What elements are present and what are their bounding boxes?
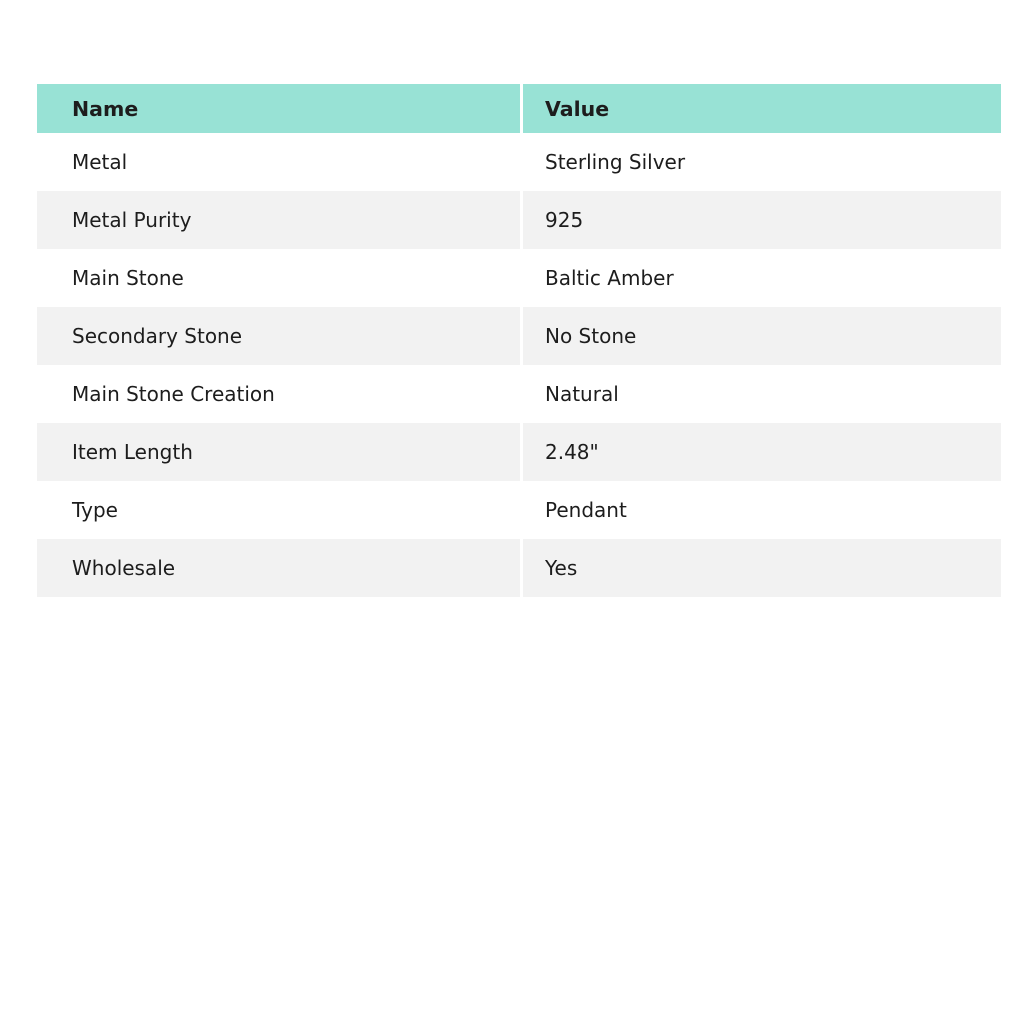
item-specifics-table	[37, 84, 1001, 597]
table-row	[37, 423, 1001, 481]
table-header	[37, 84, 1001, 133]
attribute-value-cell: Sterling Silver	[523, 133, 1001, 191]
attribute-name-cell: Item Length	[37, 423, 523, 481]
attribute-value-cell: Pendant	[523, 481, 1001, 539]
attribute-value-cell: 2.48"	[523, 423, 1001, 481]
attribute-name-cell: Wholesale	[37, 539, 523, 597]
table-row	[37, 539, 1001, 597]
attribute-name-cell: Metal Purity	[37, 191, 523, 249]
attribute-value-cell: Natural	[523, 365, 1001, 423]
table-row	[37, 249, 1001, 307]
attribute-value-cell: Yes	[523, 539, 1001, 597]
table-row	[37, 307, 1001, 365]
attributes-table	[37, 84, 1001, 597]
attribute-name-cell: Metal	[37, 133, 523, 191]
attribute-value-cell: No Stone	[523, 307, 1001, 365]
table-body	[37, 133, 1001, 597]
attribute-value-cell: Baltic Amber	[523, 249, 1001, 307]
attribute-name-cell: Type	[37, 481, 523, 539]
attribute-name-cell: Secondary Stone	[37, 307, 523, 365]
attribute-name-cell: Main Stone	[37, 249, 523, 307]
table-row	[37, 191, 1001, 249]
table-row	[37, 481, 1001, 539]
table-row	[37, 365, 1001, 423]
attribute-name-cell: Main Stone Creation	[37, 365, 523, 423]
column-header-name: Name	[37, 84, 523, 133]
column-header-value: Value	[523, 84, 1001, 133]
attribute-value-cell: 925	[523, 191, 1001, 249]
table-row	[37, 133, 1001, 191]
header-row	[37, 84, 1001, 133]
